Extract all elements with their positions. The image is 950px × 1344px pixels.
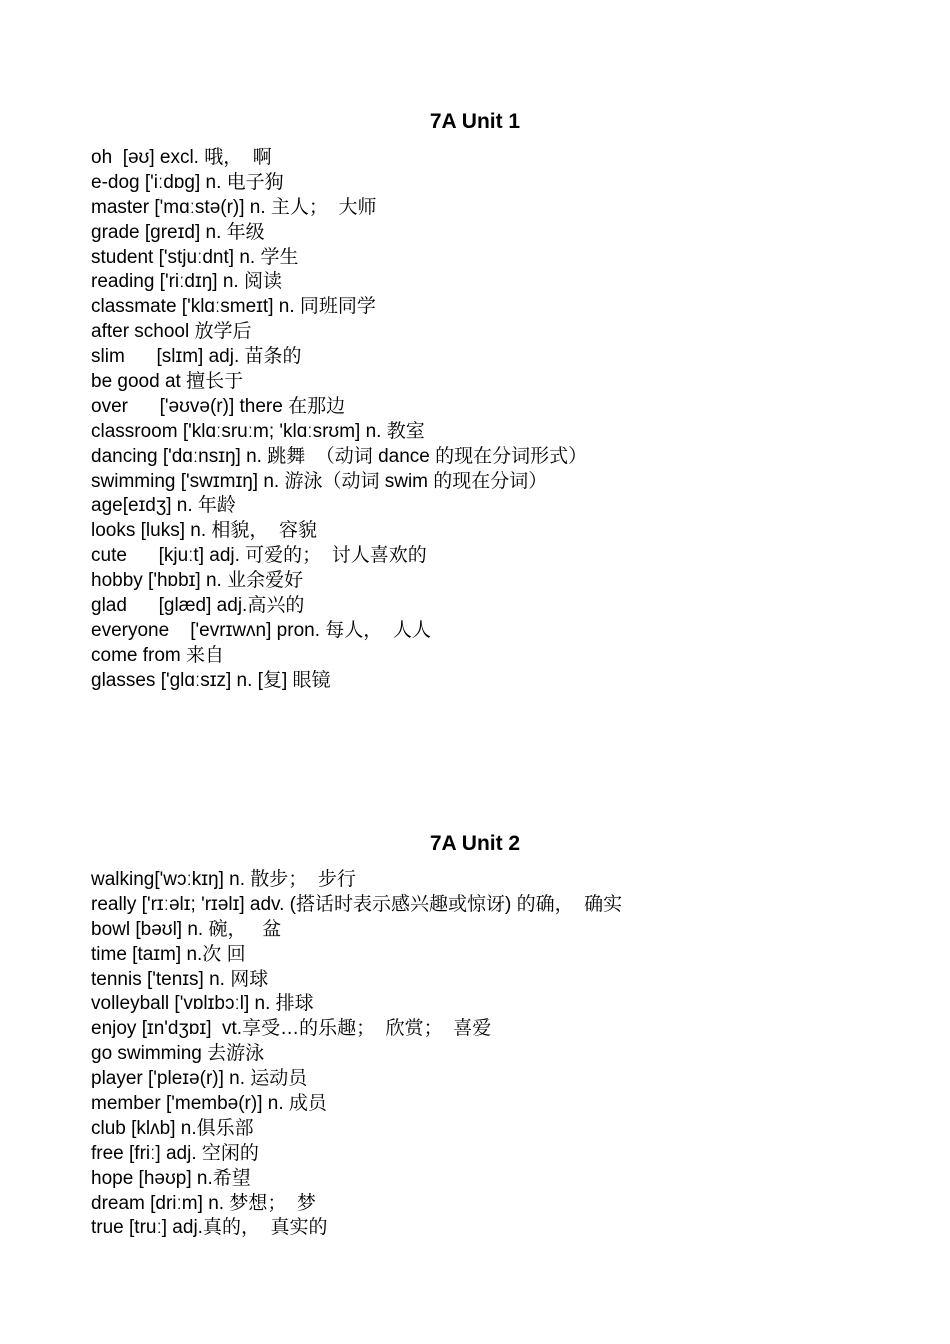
vocab-entry: hobby ['hɒbɪ] n. 业余爱好 xyxy=(91,570,304,592)
vocab-entry: dancing ['dɑːnsɪŋ] n. 跳舞 （动词 dance 的现在分词形式） xyxy=(91,445,588,467)
vocab-entry: enjoy [ɪn'dʒɒɪ] vt.享受…的乐趣； 欣赏； 喜爱 xyxy=(91,1018,492,1040)
vocab-entry: classmate ['klɑːsmeɪt] n. 同班同学 xyxy=(91,296,376,318)
vocab-entry: go swimming 去游泳 xyxy=(91,1043,265,1065)
vocab-entry: time [taɪm] n.次 回 xyxy=(91,943,246,965)
vocab-entry: player ['pleɪə(r)] n. 运动员 xyxy=(91,1068,308,1090)
vocab-entry: bowl [bəʊl] n. 碗， 盆 xyxy=(91,918,282,940)
vocab-entry: classroom ['klɑːsruːm; 'klɑːsrʊm] n. 教室 xyxy=(91,420,425,442)
vocab-entry: true [truː] adj.真的， 真实的 xyxy=(91,1217,328,1239)
vocab-entry: over ['əʊvə(r)] there 在那边 xyxy=(91,395,346,417)
vocab-entry: master ['mɑːstə(r)] n. 主人； 大师 xyxy=(91,196,377,218)
vocab-entry: slim [slɪm] adj. 苗条的 xyxy=(91,346,302,368)
vocab-entry: hope [həʊp] n.希望 xyxy=(91,1167,251,1189)
vocab-entry: cute [kjuːt] adj. 可爱的； 讨人喜欢的 xyxy=(91,545,427,567)
vocab-entry: reading ['riːdɪŋ] n. 阅读 xyxy=(91,271,282,293)
vocab-entry: looks [luks] n. 相貌， 容貌 xyxy=(91,520,317,542)
unit-1-section xyxy=(91,108,871,694)
vocab-entry: member ['membə(r)] n. 成员 xyxy=(91,1093,327,1115)
vocab-list xyxy=(91,868,871,1241)
vocab-entry: everyone ['evrɪwʌn] pron. 每人， 人人 xyxy=(91,619,431,641)
vocab-entry: grade [greɪd] n. 年级 xyxy=(91,221,265,243)
vocab-entry: student ['stjuːdnt] n. 学生 xyxy=(91,246,299,268)
vocab-entry: swimming ['swɪmɪŋ] n. 游泳（动词 swim 的现在分词） xyxy=(91,470,548,492)
vocab-entry: free [friː] adj. 空闲的 xyxy=(91,1142,259,1164)
vocab-entry: dream [driːm] n. 梦想； 梦 xyxy=(91,1192,316,1214)
vocab-entry: really ['rɪːəlɪ; 'rɪəlɪ] adv. (搭话时表示感兴趣或惊讶) 的确， 确实 xyxy=(91,893,623,915)
vocab-entry: walking['wɔːkɪŋ] n. 散步； 步行 xyxy=(91,869,356,890)
vocab-entry: be good at 擅长于 xyxy=(91,371,244,393)
vocab-entry: e-dog ['iːdɒg] n. 电子狗 xyxy=(91,171,284,193)
vocab-entry: glad [glæd] adj.高兴的 xyxy=(91,595,305,617)
unit-2-section xyxy=(91,830,871,1241)
vocab-entry: come from 来自 xyxy=(91,644,225,666)
unit-title: 7A Unit 1 xyxy=(429,110,521,133)
vocab-entry: glasses ['glɑːsɪz] n. [复] 眼镜 xyxy=(91,669,331,691)
vocab-entry: volleyball ['vɒlɪbɔːl] n. 排球 xyxy=(91,993,314,1015)
vocab-entry: age[eɪdʒ] n. 年龄 xyxy=(91,495,236,517)
unit-title: 7A Unit 2 xyxy=(429,832,521,855)
vocab-entry: club [klʌb] n.俱乐部 xyxy=(91,1117,254,1139)
vocab-entry: oh [əʊ] excl. 哦， 啊 xyxy=(91,147,272,168)
vocab-entry: tennis ['tenɪs] n. 网球 xyxy=(91,968,269,990)
vocab-entry: after school 放学后 xyxy=(91,321,252,343)
vocab-list xyxy=(91,146,871,694)
